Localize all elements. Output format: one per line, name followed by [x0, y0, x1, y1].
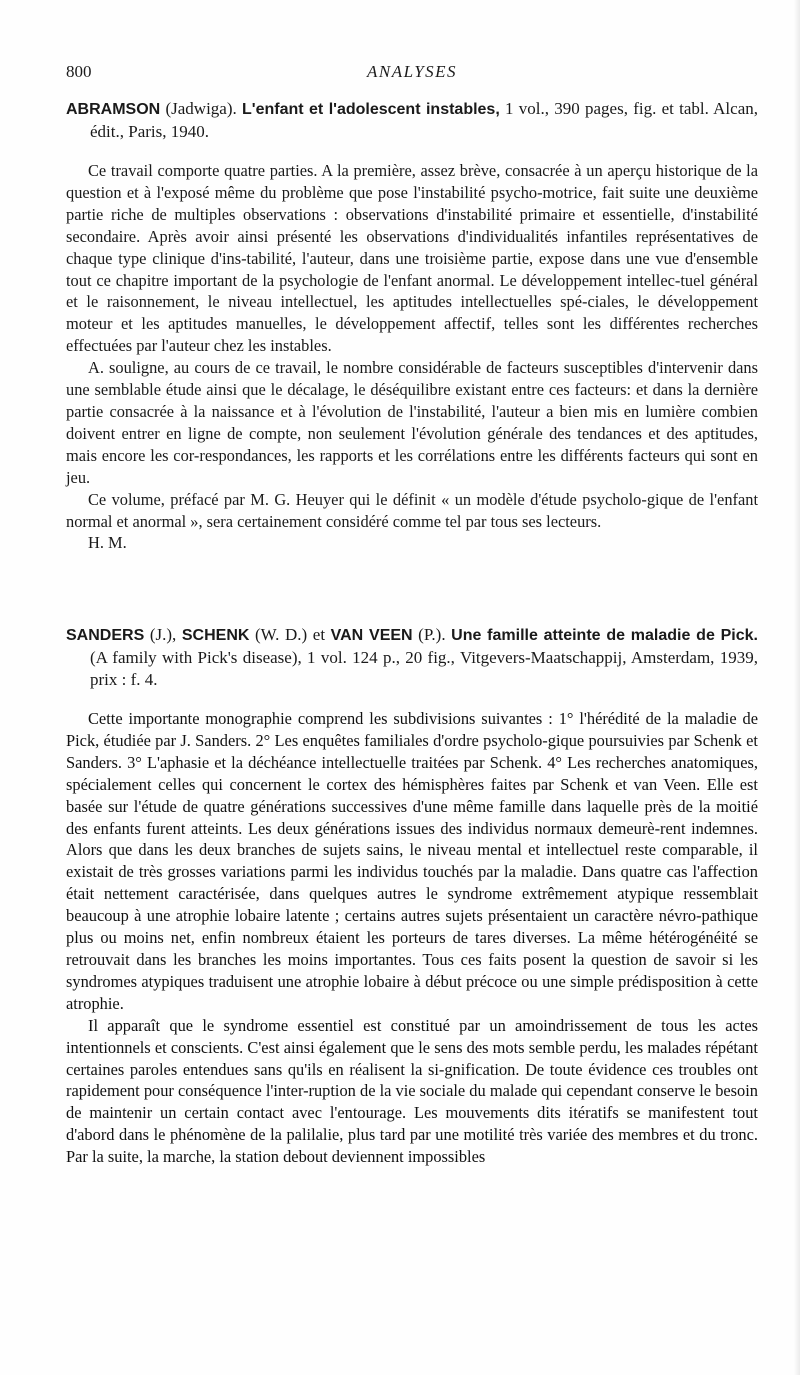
- review-book-title: Une famille atteinte de maladie de Pick.: [451, 627, 758, 644]
- review-body: [66, 708, 758, 1168]
- review-paragraph: Cette importante monographie comprend les subdivisions suivantes : 1° l'hérédité de la maladie de Pick, étudiée par J. Sanders. 2° Les enquêtes familiales d'ordre psycholo-gique poursuivies par Schenk et Sanders. 3° L'aphasie et la déchéance intellectuelle traitées par Schenk. 4° Les recherches anatomiques, spécialement celles qui concernent le cortex des hémisphères faites par Schenk et van Veen. Elle est basée sur l'étude de quatre générations successives d'une même famille dans laquelle près de la moitié des enfants furent atteints. Les deux générations issues des individus normaux demeurè-rent indemnes. Alors que dans les deux branches de sujets sains, le niveau mental et intellectuel reste comparable, il existait de très grosses variations parmi les individus touchés par la maladie. Dans quatre cas l'affection était nettement caractérisée, dans quelques autres le syndrome extrêmement atypique ressemblait beaucoup à une atrophie lobaire latente ; certains autres sujets présentaient un caractère névro-pathique plus ou moins net, enfin nombreux étaient les porteurs de tares diverses. La même hétérogénéité se retrouvait dans les branches les moins importantes. Tous ces faits posent la question de savoir si les syndromes atypiques traduisent une atrophie lobaire à début précoce ou une simple prédisposition à cette atrophie.: [66, 709, 758, 1013]
- review-citation: [66, 98, 758, 143]
- review-sanders: [66, 624, 758, 1168]
- review-abramson: [66, 98, 758, 554]
- review-citation: [66, 624, 758, 691]
- review-book-details: 1 vol., 390 pages, fig. et tabl. Alcan, édit., Paris, 1940.: [90, 99, 758, 141]
- section-title: ANALYSES: [366, 62, 458, 81]
- review-author-2-detail: (W. D.) et: [249, 625, 331, 644]
- page-edge-shadow: [794, 0, 800, 1375]
- review-book-details: (A family with Pick's disease), 1 vol. 124 p., 20 fig., Vitgevers-Maatschappij, Amsterdam, 1939, prix : f. 4.: [90, 648, 758, 689]
- review-author-detail: (J.),: [144, 625, 182, 644]
- review-author: SANDERS: [66, 627, 145, 644]
- review-paragraph: Ce travail comporte quatre parties. A la première, assez brève, consacrée à un aperçu historique de la question et à l'exposé même du problème que pose l'instabilité psycho-motrice, fait suite une deuxième partie riche de multiples observations : observations d'instabilité primaire et essentielle, d'instabilité secondaire. Après avoir ainsi présenté les observations d'individualités infantiles représentatives de chaque type clinique d'ins-tabilité, l'auteur, dans une troisième partie, expose dans une vue d'ensemble tout ce chapitre important de la psychologie de l'enfant anormal. Le développement intellec-tuel général et le raisonnement, le niveau intellectuel, les aptitudes intellectuelles spé-ciales, le développement moteur et les aptitudes manuelles, le développement affectif, telles sont les différentes recherches effectuées par l'auteur chez les instables.: [66, 161, 758, 356]
- review-author-3-detail: (P.).: [412, 625, 452, 644]
- review-author-detail: (Jadwiga).: [160, 99, 242, 118]
- review-author: ABRAMSON: [66, 101, 161, 118]
- review-paragraph: A. souligne, au cours de ce travail, le nombre considérable de facteurs susceptibles d'intervenir dans une semblable étude ainsi que le décalage, le déséquilibre existant entre ces facteurs: et dans la dernière partie consacrée à la naissance et à l'évolution de l'instabilité, l'auteur a bien mis en lumière combien doivent entrer en ligne de compte, non seulement l'évolution générale des tendances et des aptitudes, mais encore les cor-respondances, les rapports et les corrélations entre les différents facteurs qui sont en jeu.: [66, 358, 758, 487]
- review-paragraph: Ce volume, préfacé par M. G. Heuyer qui le définit « un modèle d'étude psycholo-gique de l'enfant normal et anormal », sera certainement considéré comme tel par tous ses lecteurs.: [66, 489, 758, 531]
- review-author-2: SCHENK: [181, 627, 250, 644]
- review-signature: H. M.: [88, 533, 127, 553]
- page-number: 800: [66, 62, 92, 81]
- review-book-title: L'enfant et l'adolescent instables,: [242, 101, 500, 118]
- running-head: [66, 62, 758, 84]
- review-author-3: VAN VEEN: [330, 627, 413, 644]
- review-paragraph: Il apparaît que le syndrome essentiel est constitué par un amoindrissement de tous les actes intentionnels et conscients. C'est ainsi également que le sens des mots semble perdu, les malades répétant certaines paroles entendues sans qu'ils en réalisent la si-gnification. De toute évidence ces troubles ont rapidement pour conséquence l'inter-ruption de la vie sociale du malade qui cependant conserve le besoin de maintenir un certain contact avec l'entourage. Les mouvements dits itératifs se manifestent tout d'abord dans le phénomène de la palilalie, plus tard par une motilité très variée des membres et du tronc. Par la suite, la marche, la station debout deviennent impossibles: [66, 1015, 758, 1167]
- review-body: [66, 160, 758, 554]
